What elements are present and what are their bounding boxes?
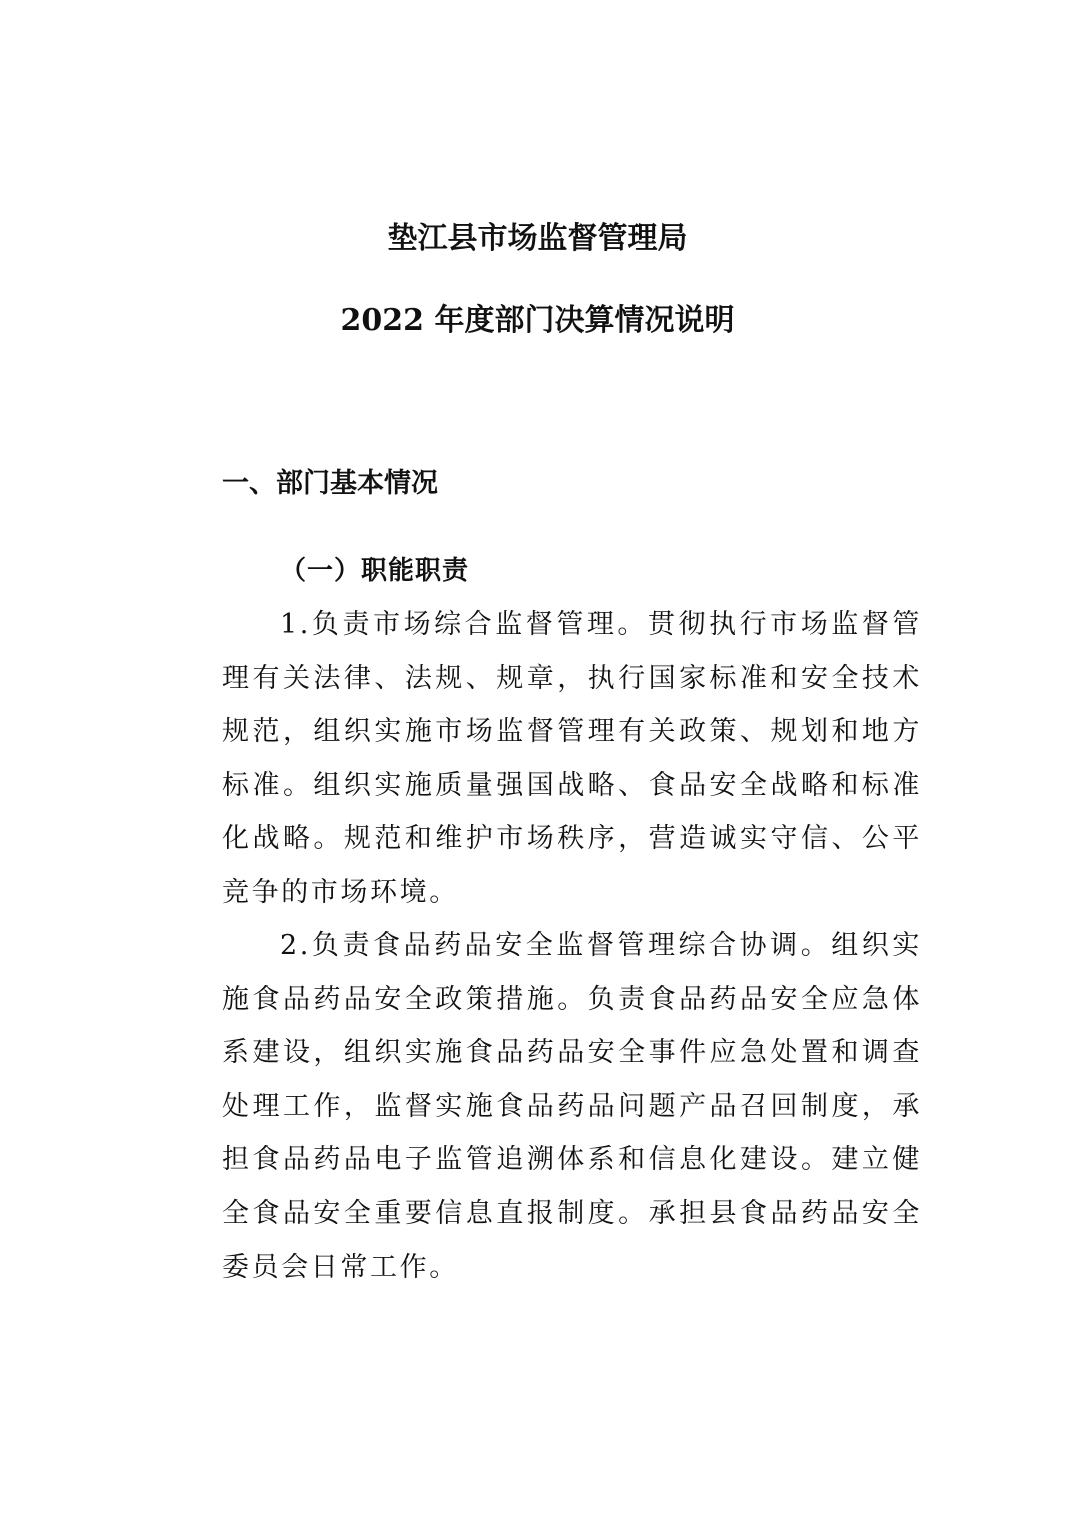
paragraph-1: 1.负责市场综合监督管理。贯彻执行市场监督管理有关法律、法规、规章，执行国家标准和安全技术规范，组织实施市场监督管理有关政策、规划和地方标准。组织实施质量强国战略、食品安全战略和标准化战略。规范和维护市场秩序，营造诚实守信、公平竞争的市场环境。	[222, 609, 922, 908]
paragraph-2: 2.负责食品药品安全监督管理综合协调。组织实施食品药品安全政策措施。负责食品药品安全应急体系建设，组织实施食品药品安全事件应急处置和调查处理工作，监督实施食品药品问题产品召回制度，承担食品药品电子监管追溯体系和信息化建设。建立健全食品安全重要信息直报制度。承担县食品药品安全委员会日常工作。	[222, 930, 922, 1283]
subsection-heading: （一）职能职责	[280, 556, 470, 586]
section-heading: 一、部门基本情况	[222, 468, 438, 499]
document-subtitle: 2022 年度部门决算情况说明	[340, 303, 735, 338]
document-title: 垫江县市场监督管理局	[387, 221, 688, 256]
